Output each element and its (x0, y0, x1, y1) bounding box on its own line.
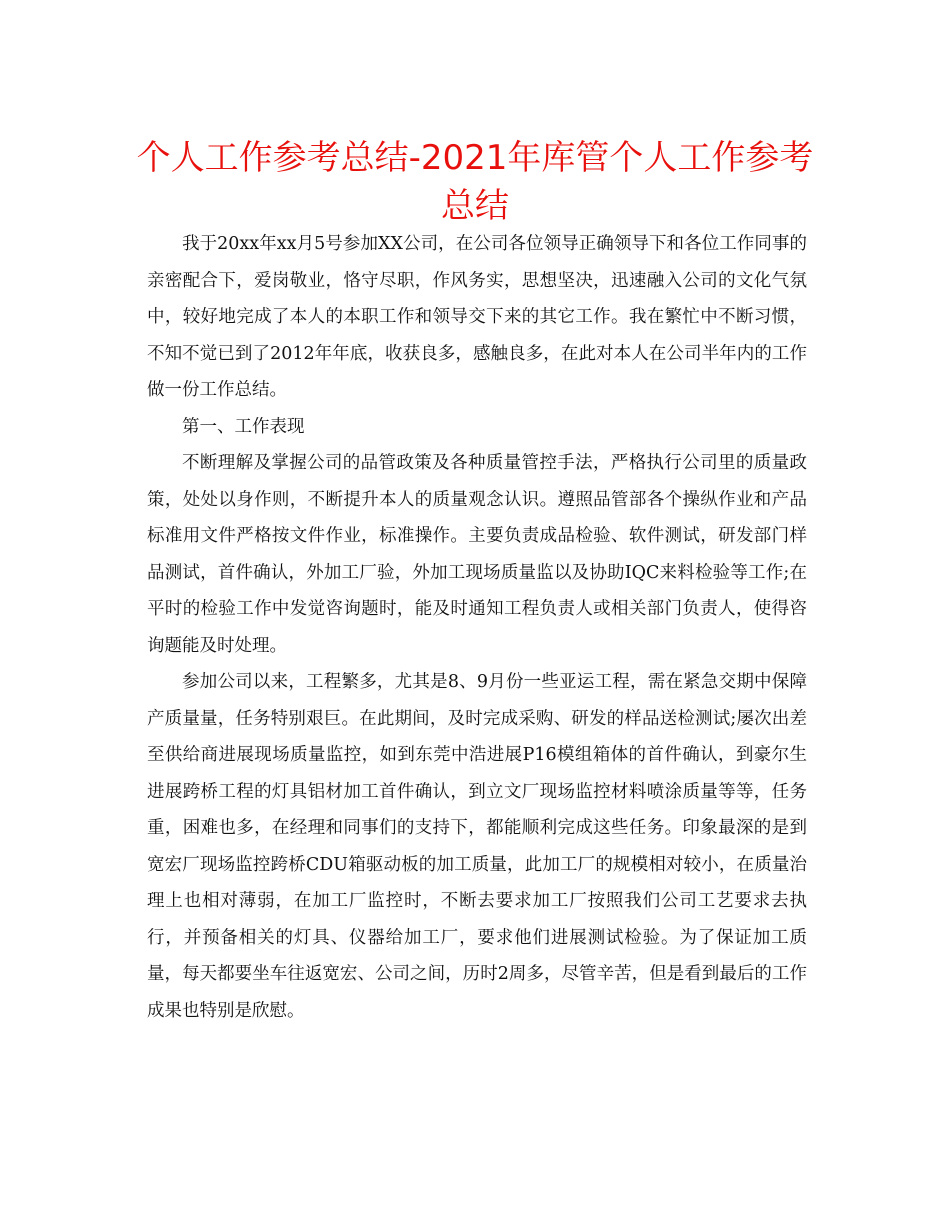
document-body (147, 226, 807, 1029)
document-title: 个人工作参考总结-2021年库管个人工作参考总结 (136, 138, 814, 226)
paragraph-projects: 参加公司以来，工程繁多，尤其是8、9月份一些亚运工程，需在紧急交期中保障产质量量，任务特别艰巨。在此期间，及时完成采购、研发的样品送检测试;屡次出差至供给商进展现场质量监控，如到东莞中浩进展P16模组箱体的首件确认，到豪尔生进展跨桥工程的灯具铝材加工首件确认，到立文厂现场监控材料喷涂质量等等，任务重，困难也多，在经理和同事们的支持下，都能顺利完成这些任务。印象最深的是到宽宏厂现场监控跨桥CDU箱驱动板的加工质量，此加工厂的规模相对较小，在质量治理上也相对薄弱，在加工厂监控时，不断去要求加工厂按照我们公司工艺要求去执行，并预备相关的灯具、仪器给加工厂，要求他们进展测试检验。为了保证加工质量，每天都要坐车往返宽宏、公司之间，历时2周多，尽管辛苦，但是看到最后的工作成果也特别是欣慰。 (147, 672, 807, 1021)
paragraph-intro: 我于20xx年xx月5号参加XX公司，在公司各位领导正确领导下和各位工作同事的亲密配合下，爱岗敬业，恪守尽职，作风务实，思想坚决，迅速融入公司的文化气氛中，较好地完成了本人的本职工作和领导交下来的其它工作。我在繁忙中不断习惯，不知不觉已到了2012年年底，收获良多，感触良多，在此对本人在公司半年内的工作做一份工作总结。 (147, 234, 807, 400)
paragraph-quality-policy: 不断理解及掌握公司的品管政策及各种质量管控手法，严格执行公司里的质量政策，处处以身作则，不断提升本人的质量观念认识。遵照品管部各个操纵作业和产品标准用文件严格按文件作业，标准操作。主要负责成品检验、软件测试，研发部门样品测试，首件确认，外加工厂验，外加工现场质量监以及协助IQC来料检验等工作;在平时的检验工作中发觉咨询题时，能及时通知工程负责人或相关部门负责人，使得咨询题能及时处理。 (147, 453, 807, 656)
section-heading-work-performance: 第一、工作表现 (182, 416, 305, 437)
